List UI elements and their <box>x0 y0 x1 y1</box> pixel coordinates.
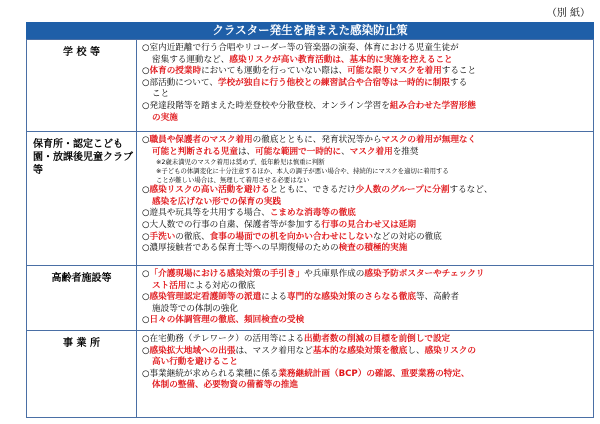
emphasis-text: 業務継続計画（BCP）の確認、重要業務の特定、 <box>278 368 470 379</box>
body-text: 部活動について、 <box>149 77 218 88</box>
body-text: とともに、できるだけ <box>269 185 356 196</box>
measure-item <box>142 66 589 78</box>
emphasis-text: スト活用 <box>152 280 187 291</box>
measure-item <box>142 232 589 244</box>
measure-item <box>142 334 589 346</box>
emphasis-text: 感染予防ポスターやチェックリ <box>364 269 485 279</box>
body-text: の徹底、 <box>175 231 210 242</box>
measure-item <box>142 346 589 369</box>
measure-item <box>142 292 589 315</box>
emphasis-text: 体育の授業時 <box>149 66 202 77</box>
body-text: による対応の徹底 <box>186 280 256 291</box>
body-text: 室内近距離で行う合唱やリコーダー等の管楽器の演奏、体育における児童生徒が <box>149 43 459 53</box>
section-content <box>137 331 593 417</box>
emphasis-text: 高い行動を避けること <box>152 357 238 368</box>
page-title: クラスター発生を踏まえた感染防止策 <box>26 22 594 39</box>
emphasis-text: 少人数のグループに分割 <box>355 185 450 196</box>
measure-item <box>142 135 589 158</box>
emphasis-text: 可能な範囲で一時的に <box>255 146 342 157</box>
section-label: 学 校 等 <box>27 40 137 132</box>
body-text: し、 <box>407 345 425 356</box>
body-text: 密集する運動など、 <box>152 54 230 65</box>
body-text: すること <box>441 66 477 77</box>
measure-item <box>142 220 589 232</box>
measure-item <box>142 78 589 101</box>
body-text: 発達段階等を踏まえた時差登校や分散登校、オンライン学習を <box>149 100 390 111</box>
emphasis-text: 感染管理認定看護師等の派遣 <box>149 292 262 303</box>
emphasis-text: 感染リスクの高い活動を避ける <box>149 185 270 196</box>
section-label: 事 業 所 <box>27 331 137 417</box>
body-text: 遊具や玩具等を共用する場合、 <box>149 208 270 219</box>
measure-item <box>142 369 589 392</box>
body-text: 事業継続が求められる業種に係る <box>149 368 279 379</box>
measure-item <box>142 243 589 255</box>
emphasis-text: 可能な限りマスクを着用 <box>347 66 442 77</box>
emphasis-text: 基本的な感染対策を徹底 <box>312 345 408 356</box>
emphasis-text: マスク着用 <box>349 146 393 157</box>
section-label: 高齢者施設等 <box>27 266 137 331</box>
emphasis-text: 食事の場面での机を向かい合わせにしない <box>209 231 373 242</box>
emphasis-text: 行事の見合わせ又は延期 <box>321 219 416 230</box>
body-text: は、マスク着用など <box>235 345 313 356</box>
measures-table <box>26 39 594 418</box>
emphasis-text: マスクの着用が無理なく <box>381 135 477 145</box>
body-text: 在宅勤務（テレワーク）の活用等による <box>149 334 305 344</box>
body-text: や兵庫県作成の <box>304 269 365 279</box>
measure-item <box>142 269 589 292</box>
emphasis-text: 可能と判断される児童 <box>152 146 238 157</box>
section-content <box>137 132 593 266</box>
section-content <box>137 40 593 132</box>
body-text: 、 <box>341 146 350 157</box>
body-text: は、 <box>237 146 256 157</box>
body-text: 濃厚接触者である保育士等への早期復帰のための <box>149 243 339 254</box>
body-text: 大人数での行事の自粛、保護者等が参加する <box>149 219 322 230</box>
measure-item <box>142 315 589 327</box>
body-text: などの対応の徹底 <box>372 231 442 242</box>
emphasis-text: 「介護現場における感染対策の手引き」 <box>149 269 305 279</box>
body-text: する <box>449 77 468 88</box>
emphasis-text: 出勤者数の削減の目標を前倒しで設定 <box>304 334 451 344</box>
emphasis-text: 組み合わせた学習形態 <box>389 100 476 111</box>
emphasis-text: 専門的な感染対策のさらなる徹底 <box>287 292 416 303</box>
measure-item <box>142 208 589 220</box>
emphasis-text: 学校が独自に行う他校との練習試合や合宿等は一時的に制限 <box>217 77 450 88</box>
emphasis-text: 感染リスクの <box>424 345 476 356</box>
section-label: 保育所・認定こども園・放課後児童クラブ等 <box>27 132 137 266</box>
emphasis-text: 職員や保護者のマスク着用 <box>149 135 253 145</box>
measure-item <box>142 43 589 66</box>
body-text: 等、高齢者 <box>415 292 459 303</box>
footnote: ※子どもの体調変化に十分注意するほか、本人の調子が悪い場合や、持続的にマスクを適切に着用する <box>156 167 449 176</box>
body-text: 施設等での体制の強化 <box>152 303 238 314</box>
body-text: するなど、 <box>449 185 493 196</box>
emphasis-text: 手洗い <box>149 231 176 242</box>
section-content <box>137 266 593 331</box>
emphasis-text: 体制の整備、必要物資の備蓄等の推進 <box>152 380 299 391</box>
footnote: ことが難しい場合は、無理して着用させる必要はない <box>156 176 310 185</box>
emphasis-text: の実施 <box>152 112 178 123</box>
emphasis-text: 日々の体調管理の徹底、頻回検査の受検 <box>149 315 305 326</box>
emphasis-text: 検査の積極的実施 <box>338 243 408 254</box>
emphasis-text: 感染を広げない形での保育の実践 <box>152 196 281 207</box>
body-text: を推奨 <box>392 146 419 157</box>
emphasis-text: 感染リスクが高い教育活動は、基本的に実施を控えること <box>229 54 453 65</box>
measure-item <box>142 101 589 124</box>
annex-label: （別 紙） <box>546 8 590 19</box>
body-text: においても運動を行っていない際は、 <box>201 66 348 77</box>
body-text: による <box>261 292 288 303</box>
emphasis-text: こまめな消毒等の徹底 <box>269 208 356 219</box>
body-text: こと <box>152 89 170 100</box>
measure-item <box>142 185 589 208</box>
footnote: ※2歳未満児のマスク着用は奨めず、低年齢児は慎重に判断 <box>156 158 325 167</box>
body-text: の徹底とともに、発育状況等から <box>252 135 382 145</box>
emphasis-text: 感染拡大地域への出張 <box>149 345 236 356</box>
